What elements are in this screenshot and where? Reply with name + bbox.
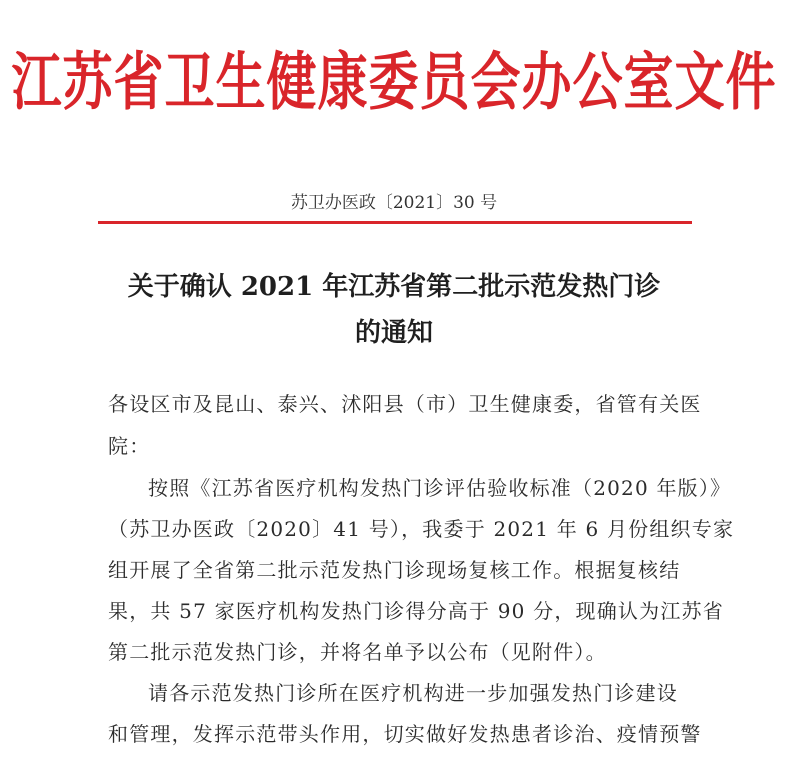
red-divider — [98, 221, 692, 224]
document-number: 苏卫办医政〔2021〕30 号 — [290, 193, 498, 213]
masthead-title: 江苏省卫生健康委员会办公室文件 — [11, 45, 777, 119]
paragraph-2-line-1: 请各示范发热门诊所在医疗机构进一步加强发热门诊建设 — [148, 681, 678, 705]
paragraph-1-line-1: 按照《江苏省医疗机构发热门诊评估验收标准（2020 年版）》 — [148, 476, 732, 500]
paragraph-1-line-4: 果，共 57 家医疗机构发热门诊得分高于 90 分，现确认为江苏省 — [108, 599, 724, 623]
paragraph-2-line-2: 和管理，发挥示范带头作用，切实做好发热患者诊治、疫情预警 — [108, 722, 702, 746]
notice-title-line-2: 的通知 — [354, 318, 433, 348]
addressee-line-2: 院： — [108, 434, 151, 458]
paragraph-1-line-5: 第二批示范发热门诊，并将名单予以公布（见附件）。 — [108, 640, 607, 664]
addressee-line-1: 各设区市及昆山、泰兴、沭阳县（市）卫生健康委，省管有关医 — [108, 392, 702, 416]
paragraph-1-line-3: 组开展了全省第二批示范发热门诊现场复核工作。根据复核结 — [108, 558, 681, 582]
paragraph-1-line-2: （苏卫办医政〔2020〕41 号），我委于 2021 年 6 月份组织专家 — [108, 517, 735, 541]
notice-title-line-1: 关于确认 2021 年江苏省第二批示范发热门诊 — [127, 272, 661, 302]
